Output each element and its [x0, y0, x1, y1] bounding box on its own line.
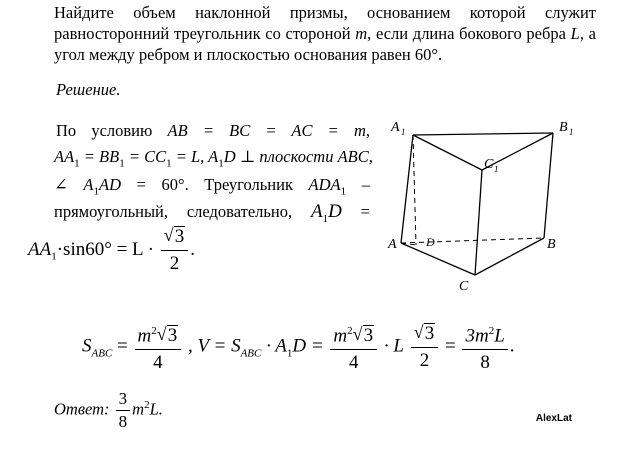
problem-line-3: угол между ребром и плоскостью основания равен 60°.: [54, 45, 443, 64]
label-d: D: [426, 235, 435, 249]
area-fraction-2: $m^2$ √ 3 4: [330, 320, 377, 374]
sqrt3-over-2-b: √ 3 2: [411, 323, 439, 372]
label-c1: C: [484, 157, 494, 172]
edge-ab-hidden: [401, 238, 544, 243]
label-a: A: [388, 237, 397, 252]
label-c: C: [459, 279, 469, 294]
sqrt3-over-2: √ 3 2: [161, 226, 189, 275]
edge-a1b1: [413, 133, 553, 135]
edge-cc1: [475, 170, 482, 275]
label-b: B: [547, 237, 556, 252]
solution-row-1: По условию AB = BC = AC = m,: [56, 121, 370, 140]
label-a1: A: [391, 120, 400, 135]
solution-row-4: прямоугольный, следовательно, $A_1D$ =: [54, 201, 370, 225]
height-formula: $AA_1\cdot\sin 60^\circ = L$ · √ 3 2 .: [28, 225, 196, 274]
area-fraction: $m^2$ √ 3 4: [135, 320, 182, 374]
edge-cb: [475, 238, 544, 275]
solution-row-3: ∠ $A_1AD$ = 60°. Треугольник $ADA_1$ –: [54, 175, 370, 198]
label-b1: B: [559, 120, 568, 135]
edge-bb1: [544, 133, 553, 238]
label-b1-sub: 1: [569, 127, 574, 137]
problem-line-1: Найдите объем наклонной призмы, основанием которой служит: [54, 3, 596, 22]
height-a1d: [413, 135, 416, 245]
volume-formula: $S_{ABC}$ = $m^2$ √ 3 4 , $V = S_{ABC} \cdot A_1D$ = $m^2$ √ 3 4 · L √ 3 2 = $\frac{3m^2L}{8}$ .: [82, 321, 515, 374]
label-a1-sub: 1: [401, 127, 406, 137]
volume-result-fraction: $\frac{3m^2L}{8}$: [462, 320, 507, 374]
edge-aa1: [401, 135, 413, 243]
solution-heading: Решение.: [56, 80, 121, 99]
solution-row-2: $AA_1 = BB_1 = CC_1 = L$, $A_1D$ ⊥ плоскости ABC,: [54, 147, 373, 170]
problem-line-2: равносторонний треугольник со стороной m, если длина бокового ребра L, а: [54, 24, 596, 43]
answer: Ответ: $\frac{3}{8}$ $m^2L$.: [54, 389, 163, 431]
answer-fraction: $\frac{3}{8}$: [116, 390, 131, 431]
edge-ac: [401, 243, 475, 275]
watermark: AlexLat: [535, 413, 572, 424]
label-c1-sub: 1: [494, 164, 499, 174]
edge-a1c1: [413, 135, 482, 170]
